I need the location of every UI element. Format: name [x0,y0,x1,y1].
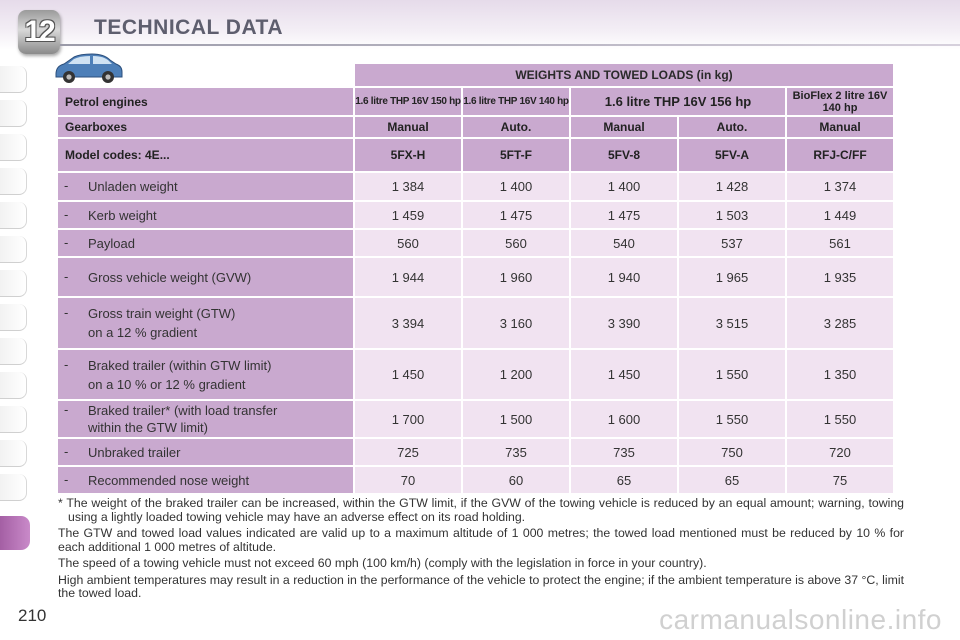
table-cell: 1 400 [463,173,569,200]
table-cell: 1 965 [679,258,785,296]
row-label-cell [58,202,353,228]
model-code-header: 5FV-8 [571,139,677,171]
table-cell: 1 384 [355,173,461,200]
table-cell: 3 160 [463,298,569,348]
table-cell: 1 550 [679,350,785,399]
row-dash: - [64,206,69,222]
page-number: 210 [18,606,47,625]
model-code-header: 5FX-H [355,139,461,171]
title-divider [60,44,960,46]
table-cell: 1 960 [463,258,569,296]
table-cell: 1 200 [463,350,569,399]
chapter-tab[interactable] [0,406,27,433]
gearbox-header: Auto. [463,117,569,137]
note-paragraph: High ambient temperatures may result in a reduction in the performance of the vehicle to protect the engine; if the ambient temperature is above 37 °C, limit the towed load. [58,572,904,600]
note-paragraph: The GTW and towed load values indicated are valid up to a maximum altitude of 1 000 metres; the towed load mentioned must be reduced by 10 % for each additional 1 000 metres of altitude. [58,526,904,554]
row-label-cell [58,258,353,296]
gearboxes-label: Gearboxes [58,117,353,137]
chapter-tab[interactable] [0,236,27,263]
note-paragraph: The speed of a towing vehicle must not exceed 60 mph (100 km/h) (comply with the legislation in force in your country). [58,556,707,570]
chapter-tab[interactable] [0,304,27,331]
table-cell: 1 459 [355,202,461,228]
table-cell: 65 [571,467,677,493]
table-cell: 75 [787,467,893,493]
row-label-line: on a 10 % or 12 % gradient [88,376,246,392]
chapter-tab[interactable] [0,474,27,501]
row-label-line: Kerb weight [88,207,157,223]
note-paragraph: * The weight of the braked trailer can be increased, within the GTW limit, if the GVW of the towing vehicle is reduced by an equal amount; warning, towing using a lightly loaded towing vehicle may have an adverse effect on its road holding. [58,496,904,524]
petrol-engines-label: Petrol engines [58,88,353,115]
engine-header: BioFlex 2 litre 16V 140 hp [787,88,893,115]
row-label-text [88,178,353,195]
row-label-cell [58,350,353,399]
chapter-tab[interactable] [0,168,27,195]
row-label-line: Recommended nose weight [88,472,250,488]
chapter-tab[interactable] [0,338,27,365]
table-row [58,401,893,437]
row-label [58,207,353,224]
row-label-text [88,305,353,341]
row-dash: - [64,234,69,250]
table-cell: 1 944 [355,258,461,296]
table-row [58,439,893,465]
row-label-text [88,472,353,489]
row-label-cell [58,439,353,465]
row-label-line: Braked trailer* (with load transfer [88,403,278,418]
row-dash: - [64,268,69,284]
table-cell: 1 475 [571,202,677,228]
table-cell: 1 374 [787,173,893,200]
chapter-tab[interactable] [0,372,27,399]
table-row [58,467,893,493]
table-row [58,350,893,399]
table-cell: 1 940 [571,258,677,296]
table-cell: 560 [463,230,569,256]
row-label-cell [58,298,353,348]
row-label-cell [58,401,353,437]
table-cell: 1 475 [463,202,569,228]
chapter-badge: 12 [18,10,60,54]
row-label-line: Braked trailer (within GTW limit) [88,357,272,373]
gearbox-header: Manual [355,117,461,137]
table-cell: 1 700 [355,401,461,437]
row-dash: - [64,443,69,459]
row-label-cell [58,173,353,200]
table-cell: 1 450 [355,350,461,399]
engine-header: 1.6 litre THP 16V 156 hp [571,88,785,115]
row-dash: - [64,305,69,320]
table-cell: 537 [679,230,785,256]
gearbox-header: Auto. [679,117,785,137]
table-cell: 70 [355,467,461,493]
table-cell: 3 390 [571,298,677,348]
table-cell: 1 600 [571,401,677,437]
row-dash: - [64,356,69,372]
table-cell: 725 [355,439,461,465]
table-row [58,258,893,296]
chapter-tab-active[interactable] [0,516,30,550]
row-label-line: Gross vehicle weight (GVW) [88,269,252,285]
table-cell: 65 [679,467,785,493]
model-code-header: 5FT-F [463,139,569,171]
row-label-text [88,207,353,224]
row-label-cell [58,467,353,493]
table-caption: WEIGHTS AND TOWED LOADS (in kg) [355,64,893,86]
table-cell: 3 285 [787,298,893,348]
chapter-tab[interactable] [0,270,27,297]
gearbox-header: Manual [787,117,893,137]
table-cell: 1 400 [571,173,677,200]
chapter-tab[interactable] [0,440,27,467]
chapter-tab[interactable] [0,134,27,161]
table-cell: 1 550 [679,401,785,437]
row-label [58,269,353,286]
row-label [58,402,353,436]
engine-header: 1.6 litre THP 16V 140 hp [463,88,569,115]
model-codes-label: Model codes: 4E... [58,139,353,171]
row-label-text [88,402,353,436]
table-cell: 1 935 [787,258,893,296]
model-code-header: RFJ-C/FF [787,139,893,171]
row-label-line: Gross train weight (GTW) [88,306,236,321]
table-cell: 1 449 [787,202,893,228]
row-label-line: Unbraked trailer [88,444,181,460]
page-title: TECHNICAL DATA [94,16,283,39]
row-label-line: on a 12 % gradient [88,325,198,340]
engine-header: 1.6 litre THP 16V 150 hp [355,88,461,115]
table-cell: 1 350 [787,350,893,399]
table-row [58,173,893,200]
table-cell: 1 503 [679,202,785,228]
row-label-text [88,357,353,393]
row-label [58,235,353,252]
row-label-line: within the GTW limit) [88,420,208,435]
row-label [58,472,353,489]
row-label-text [88,235,353,252]
weights-table [56,62,895,495]
row-label-cell [58,230,353,256]
table-cell: 735 [571,439,677,465]
table-cell: 3 394 [355,298,461,348]
table-row [58,230,893,256]
model-code-header: 5FV-A [679,139,785,171]
table-cell: 560 [355,230,461,256]
table-cell: 750 [679,439,785,465]
row-dash: - [64,402,69,417]
table-cell: 3 515 [679,298,785,348]
chapter-tab[interactable] [0,66,27,93]
row-label-text [88,269,353,286]
model-codes-row [58,139,893,171]
caption-spacer [58,64,353,86]
row-dash: - [64,178,69,193]
notes [58,497,904,604]
table-row [58,202,893,228]
table-cell: 1 428 [679,173,785,200]
gearboxes-row [58,117,893,137]
table-cell: 1 500 [463,401,569,437]
row-label-text [88,444,353,461]
table-cell: 60 [463,467,569,493]
row-label [58,444,353,461]
chapter-tab[interactable] [0,202,27,229]
row-label [58,305,353,341]
row-label-line: Unladen weight [88,179,178,194]
chapter-tab[interactable] [0,100,27,127]
table-caption-row [58,64,893,86]
row-dash: - [64,471,69,487]
row-label-line: Payload [88,235,135,251]
table-row [58,298,893,348]
table-cell: 735 [463,439,569,465]
table-cell: 1 550 [787,401,893,437]
table-cell: 540 [571,230,677,256]
table-cell: 720 [787,439,893,465]
watermark: carmanualsonline.info [659,604,942,635]
row-label [58,178,353,195]
engines-row [58,88,893,115]
row-label [58,357,353,393]
gearbox-header: Manual [571,117,677,137]
table-cell: 1 450 [571,350,677,399]
table-cell: 561 [787,230,893,256]
